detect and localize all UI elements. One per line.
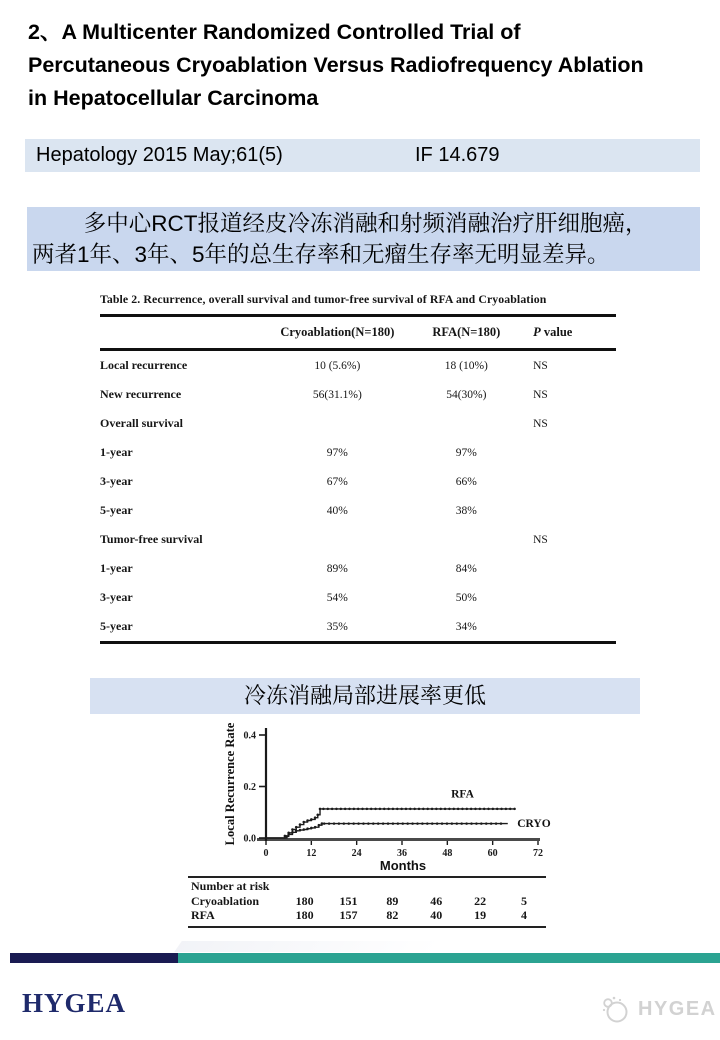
watermark-text: HYGEA [638,997,717,1020]
risk-row [188,894,546,909]
svg-text:12: 12 [306,848,317,859]
table-cell: 56(31.1%) [312,388,362,401]
watermark-circle-icon [598,992,632,1026]
table-col-header: P value [533,325,573,339]
table-row [100,554,616,583]
table-row [100,350,616,381]
risk-row-label: RFA [191,908,215,922]
table-cell: 5-year [100,503,133,517]
svg-text:Months: Months [379,858,427,873]
brand-logo-text: HYGEA [22,988,127,1018]
svg-text:0: 0 [263,848,269,859]
table-cell: 97% [455,446,477,459]
table-cell [265,525,409,554]
risk-header-row [188,879,546,894]
risk-value: 40 [430,908,443,922]
table-cell: New recurrence [100,387,182,401]
risk-value: 180 [295,908,314,922]
table-cell: 66% [455,475,477,488]
results-table [100,314,616,644]
table-cell: Overall survival [100,416,183,430]
page-title [28,16,704,115]
table-cell: 54(30%) [446,388,487,401]
svg-text:0.4: 0.4 [243,730,256,742]
table-cell: 97% [326,446,348,459]
table-col-header [100,316,265,350]
table-cell: 1-year [100,445,133,459]
table-cell: NS [533,388,548,401]
table-cell: 38% [455,504,477,517]
table-cell: NS [533,359,548,372]
table-header-row [100,316,616,350]
table-cell: 18 (10%) [444,359,488,372]
table-row [100,612,616,643]
footer-bar-navy [10,953,178,963]
table-row [100,409,616,438]
impact-factor: IF 14.679 [415,144,500,166]
table-cell: NS [533,417,548,430]
svg-text:0.2: 0.2 [243,782,256,793]
table-cell: 5-year [100,619,133,633]
risk-row-label: Cryoablation [191,893,260,908]
svg-text:72: 72 [533,848,543,859]
journal-citation: Hepatology 2015 May;61(5) [36,144,283,166]
table-cell [410,525,524,554]
summary-line-2: 两者1年、3年、5年的总生存率和无瘤生存率无明显差异。 [32,242,610,267]
table-cell: NS [533,533,548,546]
summary-line-1: 多中心RCT报道经皮冷冻消融和射频消融治疗肝细胞癌， [83,211,648,236]
table-cell: 1-year [100,561,133,575]
svg-text:Local Recurrence Rate: Local Recurrence Rate [223,722,237,846]
table-row [100,380,616,409]
table-row [100,467,616,496]
svg-text:RFA: RFA [451,788,474,801]
table-row [100,525,616,554]
risk-value: 19 [474,908,487,922]
journal-bar [25,139,700,172]
footer-decorative-streak [174,941,442,952]
table-cell: 54% [326,591,348,604]
table-cell: 40% [326,504,348,517]
table-row [100,583,616,612]
table-cell: 3-year [100,590,133,604]
svg-text:0.0: 0.0 [243,833,256,845]
footer-bar-teal [178,953,720,963]
risk-value: 46 [430,893,443,908]
risk-header-label: Number at risk [191,879,270,893]
svg-text:CRYO: CRYO [517,818,551,831]
risk-value: 82 [386,908,399,922]
risk-value: 5 [521,893,528,908]
svg-text:48: 48 [442,848,453,859]
risk-value: 89 [386,893,399,908]
table-cell: 3-year [100,474,133,488]
table-cell: 84% [455,562,477,575]
risk-row [188,908,546,923]
svg-text:24: 24 [351,848,362,859]
number-at-risk-table [188,876,546,928]
table-cell [523,583,616,612]
table-cell [523,438,616,467]
table-col-header: RFA(N=180) [432,325,501,339]
results-table-figure [100,292,616,644]
table-col-header: Cryoablation(N=180) [280,325,395,339]
table-cell: 89% [326,562,348,575]
table-cell [410,409,524,438]
summary-box [27,207,700,271]
title-line-3: in Hepatocellular Carcinoma [28,86,319,110]
title-line-1: 2、A Multicenter Randomized Controlled Trial of [28,20,521,44]
risk-value: 4 [521,908,528,922]
table-cell: 67% [326,475,348,488]
table-cell: 35% [326,620,348,633]
risk-value: 157 [339,908,358,922]
km-chart-svg [160,715,580,877]
table-cell: 50% [455,591,477,604]
watermark-logo [598,992,717,1026]
table-row [100,496,616,525]
table-cell [523,612,616,643]
table-cell [523,554,616,583]
table-title: Table 2. Recurrence, overall survival and tumor-free survival of RFA and Cryoablation [100,292,547,306]
svg-text:60: 60 [487,848,498,859]
figure-header [90,678,640,714]
title-line-2: Percutaneous Cryoablation Versus Radiofrequency Ablation [28,53,644,77]
table-cell: 34% [455,620,477,633]
table-cell [265,409,409,438]
risk-value: 22 [474,893,487,908]
table-cell [523,467,616,496]
table-cell: Local recurrence [100,358,188,372]
table-row [100,438,616,467]
km-chart [160,715,580,877]
table-cell: 10 (5.6%) [314,359,361,372]
table-cell: Tumor-free survival [100,532,203,546]
svg-text:36: 36 [397,848,407,859]
risk-value: 151 [339,893,358,908]
risk-value: 180 [295,893,314,908]
figure-header-text: 冷冻消融局部进展率更低 [243,683,486,708]
table-cell [523,496,616,525]
